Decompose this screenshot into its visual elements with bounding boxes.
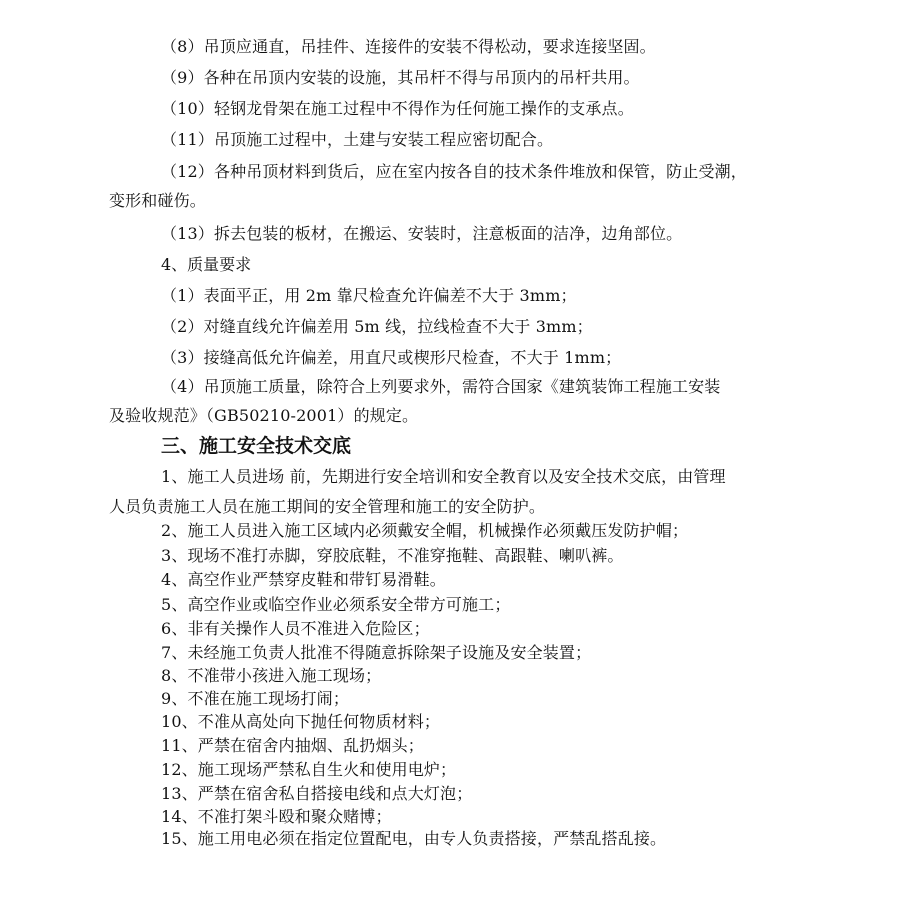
safety-item-11: 11、严禁在宿舍内抽烟、乱扔烟头； <box>161 736 424 755</box>
ceiling-item-12-line-2: 变形和碰伤。 <box>109 191 206 210</box>
quality-item-1: （1）表面平正，用 2m 靠尺检查允许偏差不大于 3mm； <box>161 286 577 305</box>
safety-item-4: 4、高空作业严禁穿皮鞋和带钉易滑鞋。 <box>161 570 446 589</box>
ceiling-item-8: （8）吊顶应通直，吊挂件、连接件的安装不得松动，要求连接坚固。 <box>161 37 656 56</box>
section-heading: 三、施工安全技术交底 <box>161 435 352 457</box>
ceiling-item-9: （9）各种在吊顶内安装的设施，其吊杆不得与吊顶内的吊杆共用。 <box>161 68 640 87</box>
quality-item-2: （2）对缝直线允许偏差用 5m 线，拉线检查不大于 3mm； <box>161 317 593 336</box>
safety-item-10: 10、不准从高处向下抛任何物质材料； <box>161 712 441 731</box>
safety-item-12: 12、施工现场严禁私自生火和使用电炉； <box>161 760 457 779</box>
quality-item-3: （3）接缝高低允许偏差，用直尺或楔形尺检查，不大于 1mm； <box>161 348 622 367</box>
ceiling-item-13: （13）拆去包装的板材，在搬运、安装时，注意板面的洁净，边角部位。 <box>161 224 683 243</box>
safety-item-15: 15、施工用电必须在指定位置配电，由专人负责搭接，严禁乱搭乱接。 <box>161 829 667 848</box>
safety-item-8: 8、不准带小孩进入施工现场； <box>161 666 382 685</box>
safety-item-9: 9、不准在施工现场打闹； <box>161 689 349 708</box>
quality-title: 4、质量要求 <box>161 255 252 274</box>
safety-item-1-line-2: 人员负责施工人员在施工期间的安全管理和施工的安全防护。 <box>109 497 546 516</box>
safety-item-2: 2、施工人员进入施工区域内必须戴安全帽，机械操作必须戴压发防护帽； <box>161 521 689 540</box>
ceiling-item-11: （11）吊顶施工过程中，土建与安装工程应密切配合。 <box>161 130 554 149</box>
ceiling-item-12-line-1: （12）各种吊顶材料到货后，应在室内按各自的技术条件堆放和保管，防止受潮， <box>161 162 747 181</box>
ceiling-item-10: （10）轻钢龙骨架在施工过程中不得作为任何施工操作的支承点。 <box>161 99 634 118</box>
safety-item-14: 14、不准打架斗殴和聚众赌博； <box>161 807 392 826</box>
safety-item-1-line-1: 1、施工人员进场 前，先期进行安全培训和安全教育以及安全技术交底，由管理 <box>161 467 726 486</box>
safety-item-7: 7、未经施工负责人批准不得随意拆除架子设施及安全装置； <box>161 643 592 662</box>
quality-item-4-line-2: 及验收规范》（GB50210-2001）的规定。 <box>109 406 419 425</box>
safety-item-6: 6、非有关操作人员不准进入危险区； <box>161 619 430 638</box>
quality-item-4-line-1: （4）吊顶施工质量，除符合上列要求外，需符合国家《建筑装饰工程施工安装 <box>161 377 721 396</box>
safety-item-5: 5、高空作业或临空作业必须系安全带方可施工； <box>161 595 511 614</box>
safety-item-13: 13、严禁在宿舍私自搭接电线和点大灯泡； <box>161 784 473 803</box>
safety-item-3: 3、现场不准打赤脚，穿胶底鞋，不准穿拖鞋、高跟鞋、喇叭裤。 <box>161 546 624 565</box>
